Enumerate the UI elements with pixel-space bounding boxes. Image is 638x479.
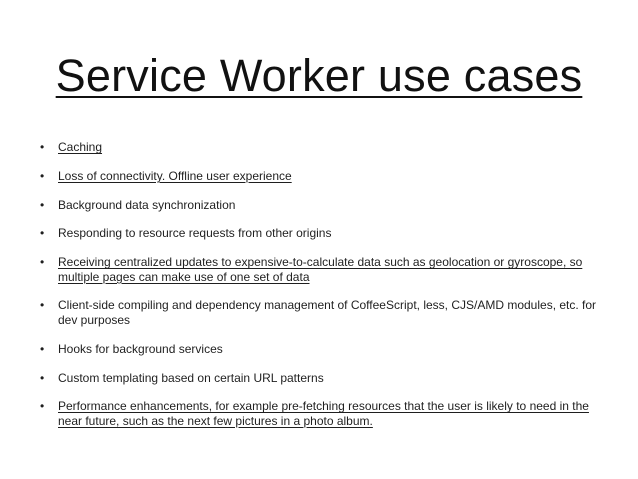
bullet-text: Client-side compiling and dependency management of CoffeeScript, less, CJS/AMD modules, etc. for dev purposes	[58, 298, 597, 327]
bullet-item-custom-templating	[40, 371, 600, 386]
link-centralized-updates[interactable]: Receiving centralized updates to expensive-to-calculate data such as geolocation or gyroscope, so multiple pages can make use of one set of data	[58, 255, 583, 284]
bullet-dot: •	[40, 341, 45, 356]
link-caching[interactable]: Caching	[58, 140, 103, 154]
bullet-text: Background data synchronization	[58, 197, 236, 212]
bullet-item-offline	[40, 169, 600, 184]
bullet-item-centralized-updates	[40, 255, 600, 284]
bullet-item-performance	[40, 399, 600, 428]
slide-title: Service Worker use cases	[55, 50, 583, 101]
bullet-item-cross-origin	[40, 226, 600, 241]
bullet-text: Hooks for background services	[58, 341, 223, 356]
bullet-item-client-side-compiling	[40, 298, 600, 327]
bullet-dot: •	[40, 370, 45, 385]
bullet-dot: •	[40, 226, 45, 241]
bullet-dot: •	[40, 168, 45, 183]
bullet-dot: •	[40, 255, 45, 270]
bullet-item-background-sync	[40, 198, 600, 213]
bullet-dot: •	[40, 197, 45, 212]
bullet-text: Custom templating based on certain URL patterns	[58, 370, 324, 385]
bullet-list	[40, 140, 600, 443]
bullet-dot: •	[40, 298, 45, 313]
link-offline-experience[interactable]: Loss of connectivity. Offline user experience	[58, 168, 292, 183]
bullet-dot: •	[40, 140, 45, 154]
bullet-item-background-hooks	[40, 342, 600, 357]
bullet-dot: •	[40, 399, 45, 414]
bullet-item-caching	[40, 140, 600, 155]
bullet-text: Responding to resource requests from other origins	[58, 226, 332, 241]
link-performance-enhancements[interactable]: Performance enhancements, for example pre-fetching resources that the user is likely to need in the near future, such as the next few pictures in a photo album.	[58, 399, 589, 428]
